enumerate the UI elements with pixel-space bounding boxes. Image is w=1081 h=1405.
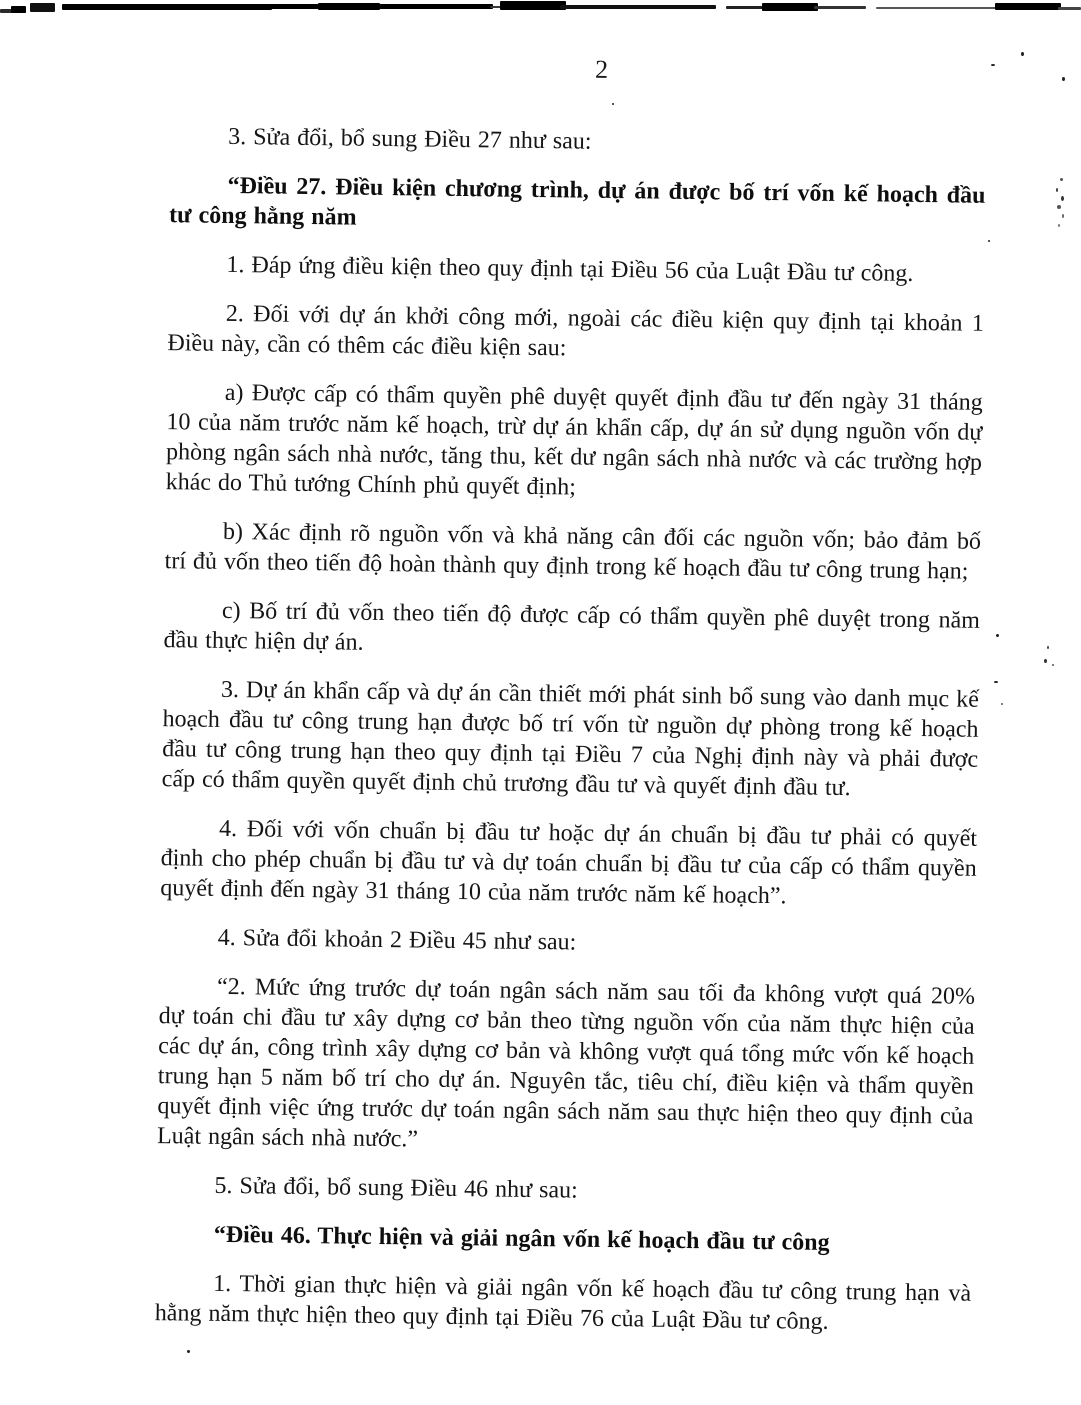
article-27-clause-2a: a) Được cấp có thẩm quyền phê duyệt quyết định đầu tư đến ngày 31 tháng 10 của năm trước năm kế hoạch, trừ dự án khẩn cấp, dự án sử dụng nguồn vốn dự phòng ngân sách nhà nước, tăng thu, kết dư ngân sách nhà nước và các trường hợp khác do Thủ tướng Chính phủ quyết định; xyxy=(165,379,983,501)
article-27-clause-2: 2. Đối với dự án khởi công mới, ngoài các điều kiện quy định tại khoản 1 Điều này, cần có thêm các điều kiện sau: xyxy=(167,300,984,362)
article-27-clause-3: 3. Dự án khẩn cấp và dự án cần thiết mới phát sinh bổ sung vào danh mục kế hoạch đầu tư công trung hạn được bố trí vốn từ nguồn dự phòng trong kế hoạch đầu tư công trung hạn theo quy định tại Điều 7 của Nghị định này và phải được cấp có thẩm quyền quyết định chủ trương đầu tư và quyết định đầu tư. xyxy=(161,676,980,802)
article-27-clause-4: 4. Đối với vốn chuẩn bị đầu tư hoặc dự án chuẩn bị đầu tư phải có quyết định cho phép chuẩn bị đầu tư và dự toán chuẩn bị đầu tư của cấp có thẩm quyền quyết định đến ngày 31 tháng 10 của năm trước năm kế hoạch”. xyxy=(160,815,978,910)
article-27-heading: “Điều 27. Điều kiện chương trình, dự án được bố trí vốn kế hoạch đầu tư công hằng năm xyxy=(168,172,986,231)
article-27-clause-1: 1. Đáp ứng điều kiện theo quy định tại Điều 56 của Luật Đầu tư công. xyxy=(226,251,914,287)
document-body xyxy=(154,121,986,1358)
article-27-clause-2c: c) Bố trí đủ vốn theo tiến độ được cấp có thẩm quyền phê duyệt trong năm đầu thực hiện dự án. xyxy=(163,597,981,656)
article-46-heading: “Điều 46. Thực hiện và giải ngân vốn kế hoạch đầu tư công xyxy=(213,1221,830,1256)
article-45-clause-2: “2. Mức ứng trước dự toán ngân sách năm sau tối đa không vượt quá 20% dự toán chi đầu tư xây dựng cơ bản theo từng nguồn vốn của năm thực hiện của các dự án, công trình xây dựng cơ bản và không vượt quá tổng mức vốn kế hoạch trung hạn 5 năm bố trí cho dự án. Nguyên tắc, tiêu chí, điều kiện và thẩm quyền quyết định việc ứng trước dự toán ngân sách năm sau thực hiện theo quy định của Luật ngân sách nhà nước.” xyxy=(156,973,976,1153)
article-27-clause-2b: b) Xác định rõ nguồn vốn và khả năng cân đối các nguồn vốn; bảo đảm bố trí đủ vốn theo tiến độ hoàn thành quy định trong kế hoạch đầu tư công trung hạn; xyxy=(164,518,982,585)
article-46-clause-1: 1. Thời gian thực hiện và giải ngân vốn kế hoạch đầu tư công trung hạn và hằng năm thực hiện theo quy định tại Điều 76 của Luật Đầu tư công. xyxy=(154,1270,972,1335)
amendment-3-intro: 3. Sửa đổi, bổ sung Điều 27 như sau: xyxy=(228,123,592,155)
amendment-5-intro: 5. Sửa đổi, bổ sung Điều 46 như sau: xyxy=(214,1172,578,1204)
amendment-4-intro: 4. Sửa đổi khoản 2 Điều 45 như sau: xyxy=(217,924,577,956)
page-number: 2 xyxy=(594,54,609,84)
